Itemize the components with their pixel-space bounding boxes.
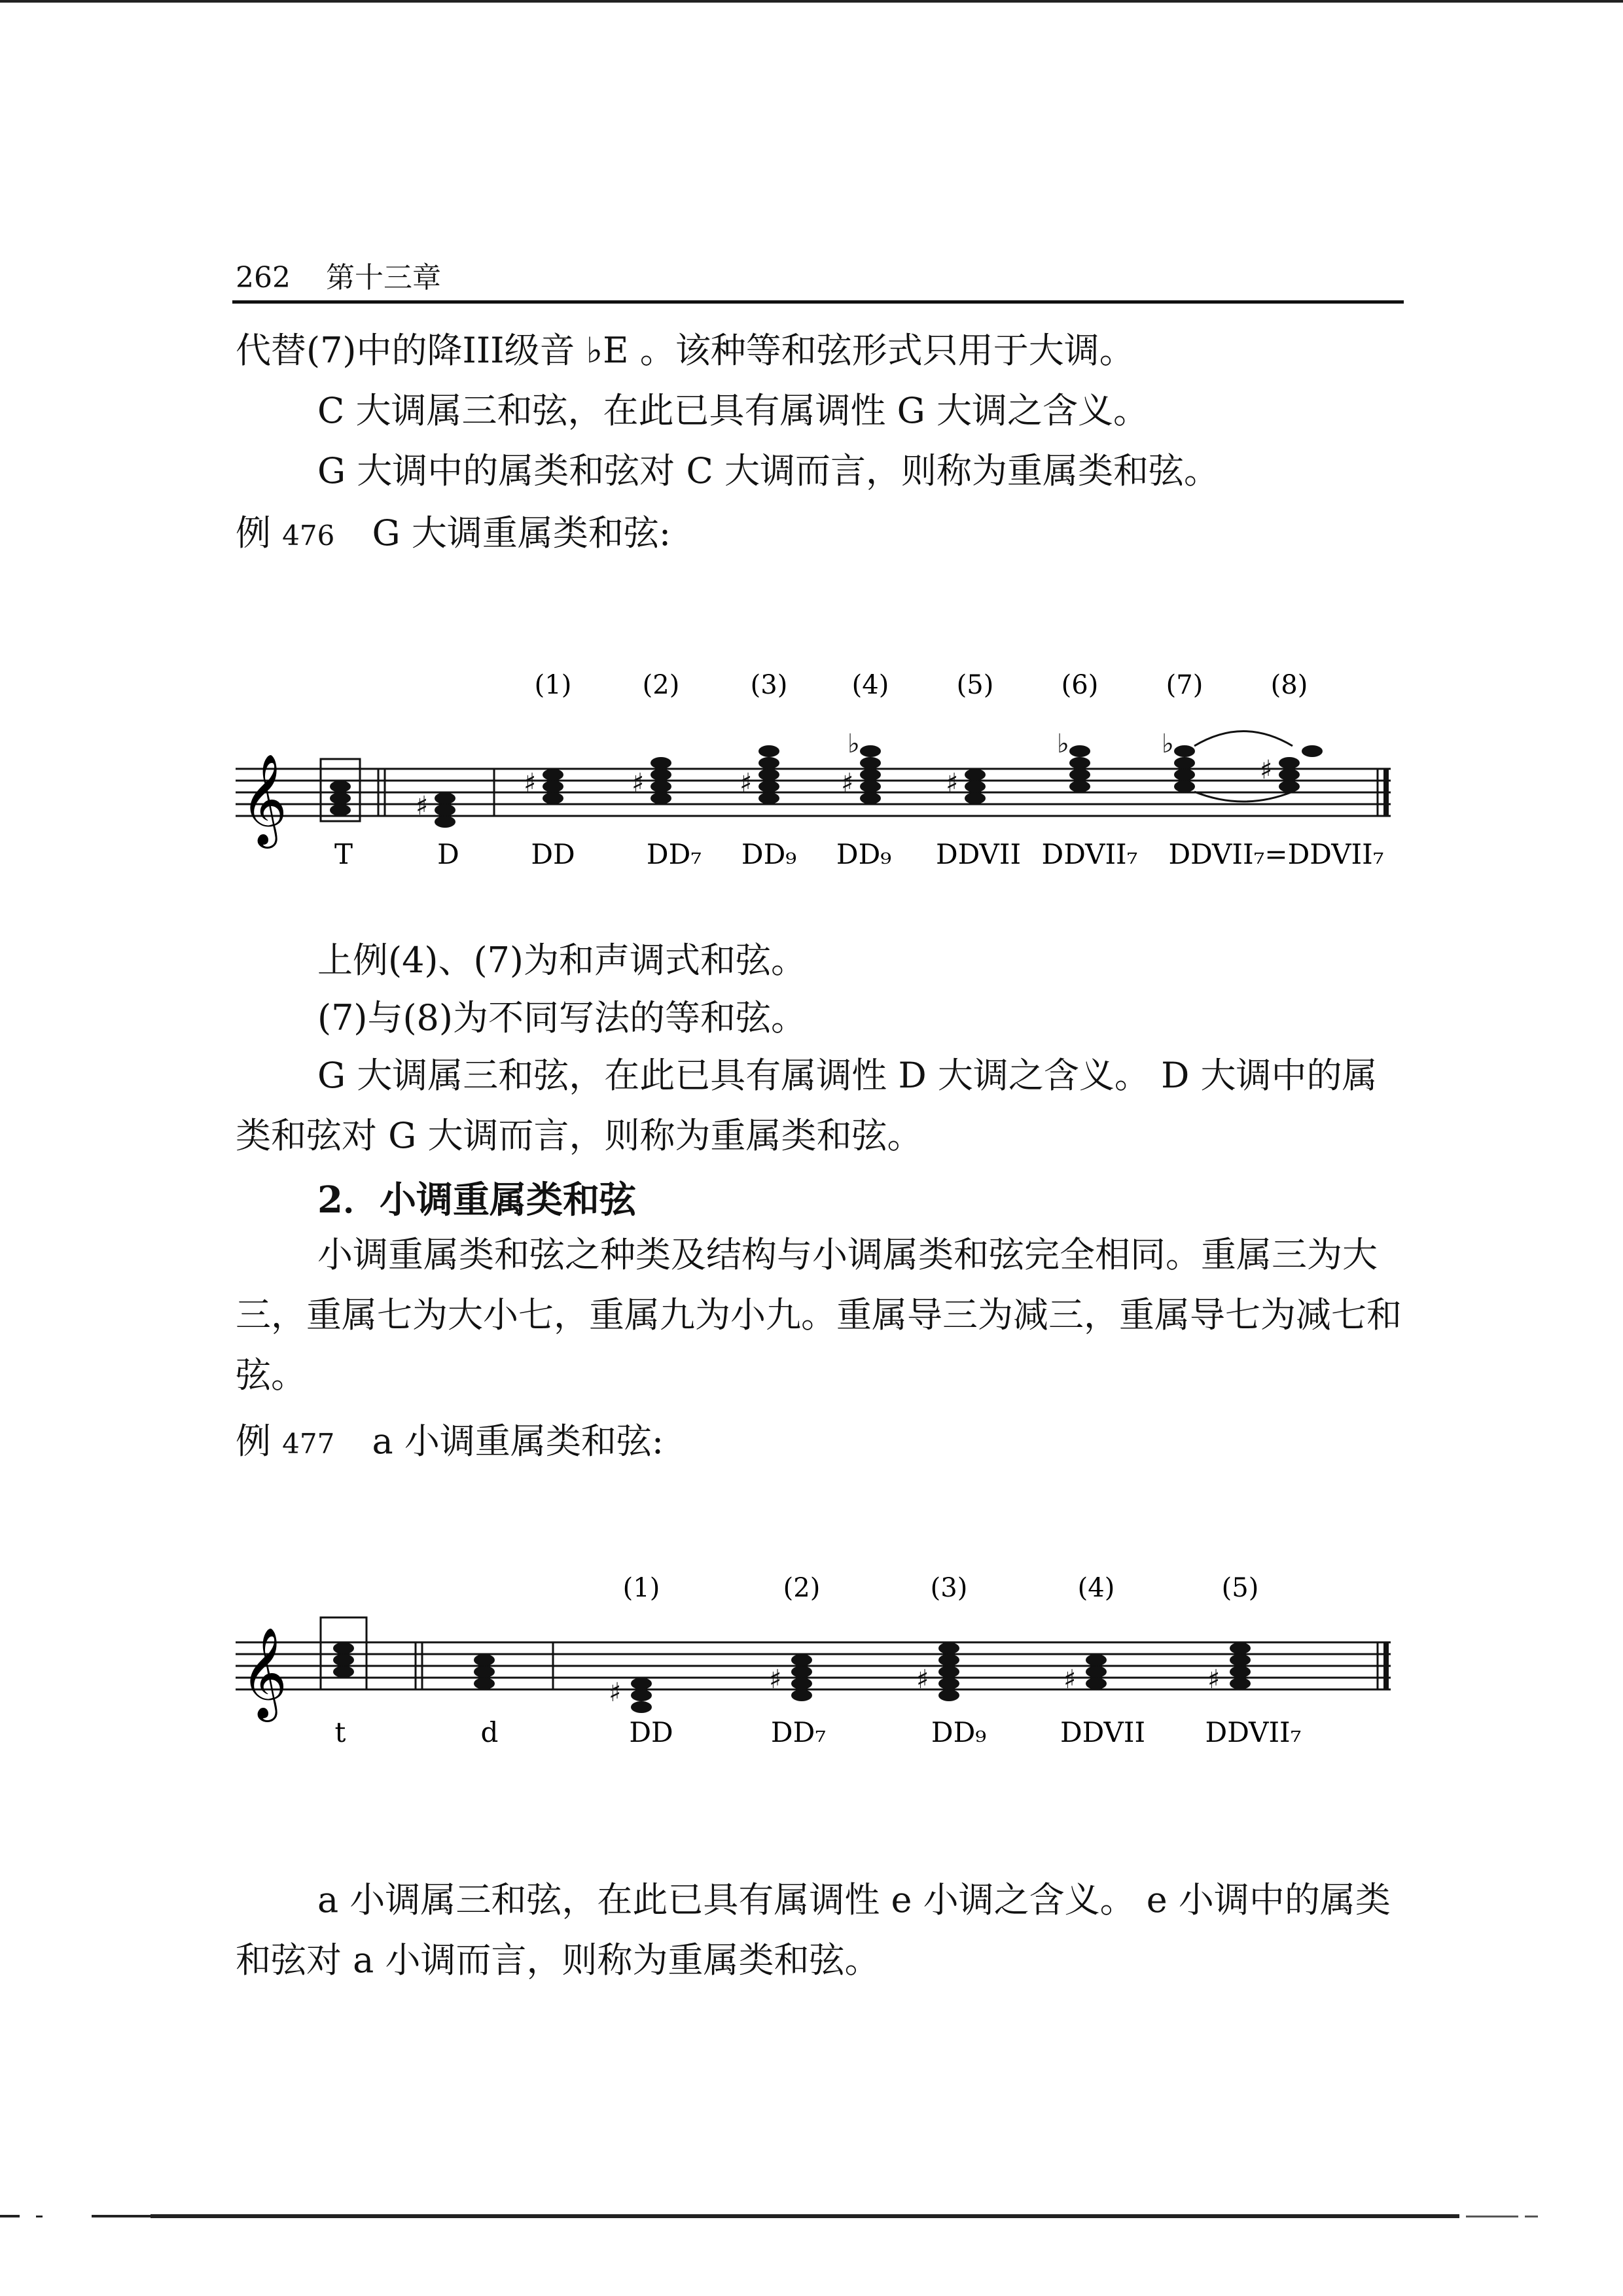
chord-label-DDVII7: DDVII₇	[1041, 838, 1138, 870]
paragraph: a 小调属三和弦，在此已具有属调性 e 小调之含义。 e 小调中的属类和弦对 a 小调而言，则称为重属类和弦。	[236, 1879, 1391, 1981]
sharp-icon: ♯	[632, 768, 645, 798]
page-header	[236, 254, 441, 296]
sharp-icon: ♯	[1207, 1665, 1221, 1695]
chord-number-8: (8)	[1270, 670, 1308, 700]
bottom-scan-line	[0, 2213, 1623, 2219]
chord-label-DD7: DD₇	[646, 838, 702, 870]
sharp-icon: ♯	[841, 768, 854, 798]
staff-lines	[236, 769, 1391, 816]
page-top-edge	[0, 0, 1623, 3]
example-prefix: 例	[236, 512, 271, 554]
sharp-icon: ♯	[416, 791, 429, 821]
chord-label-T: T	[334, 838, 353, 870]
sharp-icon: ♯	[916, 1665, 929, 1695]
example-476-chord-labels	[334, 838, 1384, 870]
sharp-icon: ♯	[1260, 755, 1273, 785]
accidentals	[609, 1665, 1220, 1708]
chord-number-4: (4)	[851, 670, 889, 700]
chord-number-1: (1)	[622, 1573, 660, 1603]
chord-label-DD: DD	[629, 1716, 673, 1748]
chord-label-DD: DD	[531, 838, 575, 870]
example-number: 476	[282, 520, 335, 552]
flat-icon: ♭	[1162, 729, 1174, 759]
paragraph: G 大调属三和弦，在此已具有属调性 D 大调之含义。 D 大调中的属类和弦对 G 大调而言，则称为重属类和弦。	[236, 1055, 1378, 1156]
chord-label-DDVII: DDVII	[935, 838, 1022, 870]
chord-number-5: (5)	[956, 670, 994, 700]
example-title: G 大调重属类和弦:	[372, 512, 671, 554]
paragraph: G 大调中的属类和弦对 C 大调而言，则称为重属类和弦。	[317, 450, 1219, 491]
example-477-numbers	[623, 1573, 1259, 1603]
chord-label-DDVII7: DDVII₇	[1205, 1716, 1302, 1748]
chord-label-DD9: DD₉	[741, 838, 797, 870]
header-rule	[232, 300, 1404, 304]
paragraph: 小调重属类和弦之种类及结构与小调属类和弦完全相同。重属三为大三，重属七为大小七，重属九为小九。重属导三为减三，重属导七为减七和弦。	[236, 1234, 1402, 1396]
example-477-label	[236, 1413, 664, 1464]
example-title: a 小调重属类和弦:	[372, 1421, 664, 1462]
sharp-icon: ♯	[946, 768, 959, 798]
chord-number-5: (5)	[1221, 1573, 1259, 1603]
example-476-score	[236, 654, 1407, 877]
chord-label-t: t	[334, 1716, 346, 1748]
paragraph-continuation: 代替(7)中的降III级音 ♭E 。该种等和弦形式只用于大调。	[236, 330, 1135, 371]
example-number: 477	[282, 1428, 335, 1460]
example-476-label	[236, 505, 671, 556]
chord-label-D: D	[437, 838, 459, 870]
chord-label-DDVII7-equal: DDVII₇=DDVII₇	[1168, 838, 1384, 870]
chord-label-DDVII: DDVII	[1060, 1716, 1146, 1748]
example-477-chord-labels	[335, 1716, 1302, 1748]
tie-arcs	[1194, 732, 1293, 802]
chord-number-3: (3)	[930, 1573, 968, 1603]
sharp-icon: ♯	[740, 768, 753, 798]
paragraph: (7)与(8)为不同写法的等和弦。	[317, 997, 806, 1038]
chord-number-7: (7)	[1166, 670, 1204, 700]
sharp-icon: ♯	[769, 1665, 782, 1695]
chord-number-4: (4)	[1077, 1573, 1115, 1603]
example-477-score	[236, 1564, 1407, 1773]
chord-label-DD9-b: DD₉	[836, 838, 892, 870]
flat-icon: ♭	[847, 729, 860, 759]
sharp-icon: ♯	[609, 1678, 622, 1708]
chord-number-6: (6)	[1061, 670, 1099, 700]
chord-number-3: (3)	[750, 670, 788, 700]
treble-clef-icon: 𝄞	[241, 754, 287, 845]
chord-number-1: (1)	[534, 670, 572, 700]
example-prefix: 例	[236, 1421, 271, 1462]
example-476-numbers	[535, 670, 1308, 700]
sharp-icon: ♯	[1063, 1665, 1077, 1695]
paragraph: C 大调属三和弦，在此已具有属调性 G 大调之含义。	[317, 390, 1149, 431]
chord-number-2: (2)	[642, 670, 680, 700]
chapter-title: 第十三章	[325, 261, 441, 294]
flat-icon: ♭	[1057, 729, 1069, 759]
section-title: 2．小调重属类和弦	[317, 1178, 636, 1222]
page-number: 262	[236, 261, 291, 294]
chord-label-DD9: DD₉	[931, 1716, 987, 1748]
paragraph: 上例(4)、(7)为和声调式和弦。	[317, 940, 806, 981]
sharp-icon: ♯	[524, 768, 537, 798]
treble-clef-icon: 𝄞	[241, 1627, 287, 1718]
chord-label-DD7: DD₇	[770, 1716, 827, 1748]
chord-label-d: d	[480, 1716, 499, 1748]
chord-number-2: (2)	[783, 1573, 821, 1603]
